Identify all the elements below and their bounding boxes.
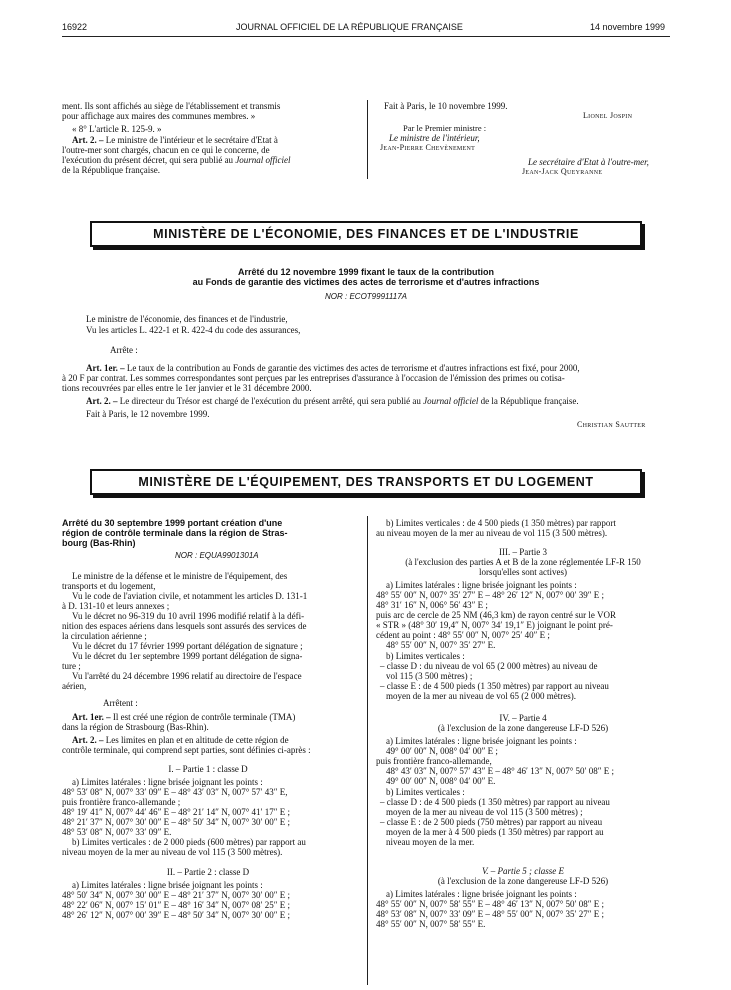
arrete2-nor: NOR : EQUA9901301A — [175, 551, 259, 560]
part4-line: – classe D : de 4 500 pieds (1 350 mètres) par rapport au niveau — [380, 797, 610, 807]
part4-line: puis frontière franco-allemande, — [376, 756, 492, 766]
part3-line: cédent au point : 48° 55′ 00″ N, 007° 25′ 40″ E ; — [376, 630, 550, 640]
part3-line: moyen de la mer au niveau de vol 65 (2 000 mètres). — [386, 691, 576, 701]
top-left-line-2: pour affichage aux maires des communes membres. » — [62, 111, 256, 121]
arrete1-art1-text1: Le taux de la contribution au Fonds de garantie des victimes des actes de terrorisme et d'autres infractions est fixé, pour 2000, — [126, 363, 580, 373]
part4-line: 49° 00′ 00″ N, 008° 04′ 00″ E. — [386, 776, 496, 786]
arrete2-left-line: nition des espaces aériens dans lesquels sont assurés des services de — [62, 621, 307, 631]
part2-line: 48° 22′ 06″ N, 007° 15′ 01″ E – 48° 16′ 34″ N, 007° 08′ 25″ E ; — [62, 900, 291, 910]
arrete1-intro2: Vu les articles L. 422-1 et R. 422-4 du code des assurances, — [86, 325, 301, 335]
arrete2-title-line3: bourg (Bas-Rhin) — [62, 538, 136, 548]
fait-paris-1: Fait à Paris, le 10 novembre 1999. — [384, 101, 508, 111]
page-number: 16922 — [62, 22, 88, 32]
top-left-art2 — [72, 135, 278, 145]
part5-sub: (à l'exclusion de la zone dangereuse LF-D 526) — [437, 876, 609, 886]
arrete2-left-line: ture ; — [62, 661, 81, 671]
part4-sub: (à l'exclusion de la zone dangereuse LF-D 526) — [437, 723, 609, 733]
part5-line: 48° 53′ 08″ N, 007° 33′ 09″ E – 48° 55′ 00″ N, 007° 35′ 27″ E ; — [376, 909, 605, 919]
arrete2-art2-text: Les limites en plan et en altitude de cette région de — [105, 735, 289, 745]
arrete1-art1-line2: à 20 F par contrat. Les sommes correspondantes sont perçues par les entreprises d'assurance à l'occasion de l'émission des primes ou cotisa- — [62, 373, 565, 383]
arrete2-art2-label: Art. 2. – — [72, 735, 104, 745]
top-left-line-3: « 8° L'article R. 125-9. » — [72, 124, 162, 134]
top-left-line-6 — [62, 155, 291, 165]
top-left-line-6-text: l'exécution du présent décret, qui sera publié au — [62, 155, 234, 165]
arrete2-left-line: Le ministre de la défense et le ministre de l'équipement, des — [72, 571, 288, 581]
arrete2-title-line1: Arrêté du 30 septembre 1999 portant création d'une — [62, 518, 283, 528]
par-premier-ministre: Par le Premier ministre : — [403, 123, 487, 133]
part1-line: a) Limites latérales : ligne brisée joignant les points : — [72, 777, 263, 787]
right-top-line: au niveau moyen de la mer au niveau de vol 115 (3 500 mètres). — [376, 528, 608, 538]
arrete1-intro1: Le ministre de l'économie, des finances et de l'industrie, — [86, 314, 288, 324]
part3-line: vol 115 (3 500 mètres) ; — [386, 671, 473, 681]
arrete2-art1-label: Art. 1er. – — [72, 712, 111, 722]
arrete2-left-line: transports et du logement, — [62, 581, 156, 591]
part3-heading: III. – Partie 3 — [499, 547, 547, 557]
arrete2-left-line: Vu le décret du 17 février 1999 portant délégation de signature ; — [72, 641, 303, 651]
part3-line: 48° 55′ 00″ N, 007° 35′ 27″ E – 48° 26′ 12″ N, 007° 00′ 39″ E ; — [376, 590, 605, 600]
part4-line: moyen de la mer à 4 500 pieds (1 350 mètres) par rapport au — [386, 827, 604, 837]
arrete1-fait: Fait à Paris, le 12 novembre 1999. — [86, 409, 210, 419]
arrete2-left-line: la circulation aérienne ; — [62, 631, 147, 641]
art-text: Le ministre de l'intérieur et le secrétaire d'Etat à — [105, 135, 278, 145]
arrete1-art1-line3: tions recouvrées par elles entre le 1er janvier et le 31 décembre 2000. — [62, 383, 312, 393]
part1-line: 48° 21′ 37″ N, 007° 30′ 00″ E – 48° 50′ 34″ N, 007° 30′ 00″ E ; — [62, 817, 291, 827]
part4-line: moyen de la mer au niveau de vol 115 (3 500 mètres) ; — [386, 807, 583, 817]
arrete1-art2-end: de la République française. — [480, 396, 579, 406]
arrete1-art1-line1 — [86, 363, 580, 373]
top-left-line-5: l'outre-mer sont chargés, chacun en ce qui le concerne, de — [62, 145, 270, 155]
arrete1-title-line2: au Fonds de garantie des victimes des actes de terrorisme et d'autres infractions — [192, 277, 540, 287]
arrete2-left-line: à D. 131-10 et leurs annexes ; — [62, 601, 170, 611]
journal-officiel-ref: Journal officiel — [235, 155, 291, 165]
part5-heading: V. – Partie 5 ; classe E — [481, 866, 565, 876]
part3-line: 48° 31′ 16″ N, 006° 56′ 43″ E ; — [376, 600, 488, 610]
secretary-name: Jean-Jack Queyranne — [522, 167, 603, 176]
part5-line: a) Limites latérales : ligne brisée joignant les points : — [386, 889, 577, 899]
secretary-title: Le secrétaire d'Etat à l'outre-mer, — [528, 157, 649, 167]
header-rule — [62, 36, 670, 37]
part3-line: b) Limites verticales : — [386, 651, 465, 661]
part1-line: b) Limites verticales : de 2 000 pieds (600 mètres) par rapport au — [72, 837, 306, 847]
part3-sub2: lorsqu'elles sont actives) — [478, 567, 568, 577]
part2-line: 48° 50′ 34″ N, 007° 30′ 00″ E – 48° 21′ 37″ N, 007° 30′ 00″ E ; — [62, 890, 291, 900]
part4-line: 48° 43′ 03″ N, 007° 57′ 43″ E – 48° 46′ 13″ N, 007° 50′ 08″ E ; — [386, 766, 615, 776]
part1-line: 48° 53′ 08″ N, 007° 33′ 09″ E – 48° 43′ 03″ N, 007° 57′ 43″ E, — [62, 787, 288, 797]
arrete2-arretent: Arrêtent : — [103, 698, 138, 708]
part3-sub1: (à l'exclusion des parties A et B de la zone réglementée LF-R 150 — [405, 557, 641, 567]
arrete2-art1-line1 — [72, 712, 295, 722]
arrete1-art1-label: Art. 1er. – — [86, 363, 125, 373]
arrete1-art2-jo: Journal officiel — [423, 396, 479, 406]
arrete1-signer: Christian Sautter — [577, 420, 646, 429]
part4-line: – classe E : de 2 500 pieds (750 mètres) par rapport au niveau — [380, 817, 603, 827]
part4-line: a) Limites latérales : ligne brisée joignant les points : — [386, 736, 577, 746]
part3-line: « STR » (48° 30′ 19,4″ N, 007° 34′ 19,1″ E) joignant le point pré- — [376, 620, 613, 630]
arrete2-art1-line2: dans la région de Strasbourg (Bas-Rhin). — [62, 722, 209, 732]
arrete2-left-line: Vu le décret no 96-319 du 10 avril 1996 modifié relatif à la défi- — [72, 611, 305, 621]
page-date: 14 novembre 1999 — [590, 22, 666, 32]
part4-line: b) Limites verticales : — [386, 787, 465, 797]
part1-heading: I. – Partie 1 : classe D — [168, 764, 248, 774]
arrete2-left-line: Vu l'arrêté du 24 décembre 1996 relatif au directoire de l'espace — [72, 671, 302, 681]
ministry-economie-banner: MINISTÈRE DE L'ÉCONOMIE, DES FINANCES ET DE L'INDUSTRIE — [90, 221, 642, 247]
part3-line: – classe E : de 4 500 pieds (1 350 mètres) par rapport au niveau — [380, 681, 609, 691]
part1-line: 48° 19′ 41″ N, 007° 44′ 46″ E – 48° 21′ 14″ N, 007° 41′ 17″ E ; — [62, 807, 291, 817]
column-divider-top — [367, 100, 368, 179]
signer-jospin: Lionel Jospin — [583, 111, 633, 120]
part2-line: a) Limites latérales : ligne brisée joignant les points : — [72, 880, 263, 890]
arrete1-nor: NOR : ECOT9991117A — [325, 292, 407, 301]
arrete2-art1-text: Il est créé une région de contrôle terminale (TMA) — [112, 712, 296, 722]
column-divider-bottom — [367, 516, 368, 985]
part3-line: a) Limites latérales : ligne brisée joignant les points : — [386, 580, 577, 590]
top-left-line-1: ment. Ils sont affichés au siège de l'établissement et transmis — [62, 101, 281, 111]
art-label: Art. 2. – — [72, 135, 104, 145]
part2-line: 48° 26′ 12″ N, 007° 00′ 39″ E – 48° 50′ 34″ N, 007° 30′ 00″ E ; — [62, 910, 291, 920]
part3-line: – classe D : du niveau de vol 65 (2 000 mètres) au niveau de — [380, 661, 598, 671]
part4-heading: IV. – Partie 4 — [499, 713, 547, 723]
part3-line: 48° 55′ 00″ N, 007° 35′ 27″ E. — [386, 640, 496, 650]
ministry-equipement-banner: MINISTÈRE DE L'ÉQUIPEMENT, DES TRANSPORTS ET DU LOGEMENT — [90, 469, 642, 495]
minister-name: Jean-Pierre Chevènement — [380, 143, 476, 152]
arrete2-art2-line2: contrôle terminale, qui comprend sept parties, sont définies ci-après : — [62, 745, 311, 755]
arrete2-left-line: Vu le code de l'aviation civile, et notamment les articles D. 131-1 — [72, 591, 308, 601]
part1-line: niveau moyen de la mer au niveau de vol 115 (3 500 mètres). — [62, 847, 283, 857]
arrete1-title-line1: Arrêté du 12 novembre 1999 fixant le taux de la contribution — [237, 267, 495, 277]
minister-title: Le ministre de l'intérieur, — [389, 133, 480, 143]
journal-title: JOURNAL OFFICIEL DE LA RÉPUBLIQUE FRANÇAISE — [236, 22, 463, 32]
arrete2-left-line: aérien, — [62, 681, 87, 691]
arrete2-left-line: Vu le décret du 1er septembre 1999 portant délégation de signa- — [72, 651, 303, 661]
right-top-line: b) Limites verticales : de 4 500 pieds (1 350 mètres) par rapport — [386, 518, 616, 528]
part2-heading: II. – Partie 2 : classe D — [166, 867, 250, 877]
arrete1-art2-text: Le directeur du Trésor est chargé de l'exécution du présent arrêté, qui sera publié au — [119, 396, 421, 406]
part4-line: 49° 00′ 00″ N, 008° 04′ 00″ E ; — [386, 746, 498, 756]
arrete1-art2-label: Art. 2. – — [86, 396, 118, 406]
arrete1-art2 — [86, 396, 579, 406]
arrete2-title-line2: région de contrôle terminale dans la région de Stras- — [62, 528, 288, 538]
part4-line: niveau moyen de la mer. — [386, 837, 475, 847]
arrete2-art2-line1 — [72, 735, 289, 745]
part3-line: puis arc de cercle de 25 NM (46,3 km) de rayon centré sur le VOR — [376, 610, 617, 620]
top-left-line-7: de la République française. — [62, 165, 160, 175]
part5-line: 48° 55′ 00″ N, 007° 58′ 55″ E. — [376, 919, 486, 929]
part5-line: 48° 55′ 00″ N, 007° 58′ 55″ E – 48° 46′ 13″ N, 007° 50′ 08″ E ; — [376, 899, 605, 909]
part1-line: puis frontière franco-allemande ; — [62, 797, 181, 807]
arrete1-arrete: Arrête : — [110, 345, 138, 355]
part1-line: 48° 53′ 08″ N, 007° 33′ 09″ E. — [62, 827, 172, 837]
